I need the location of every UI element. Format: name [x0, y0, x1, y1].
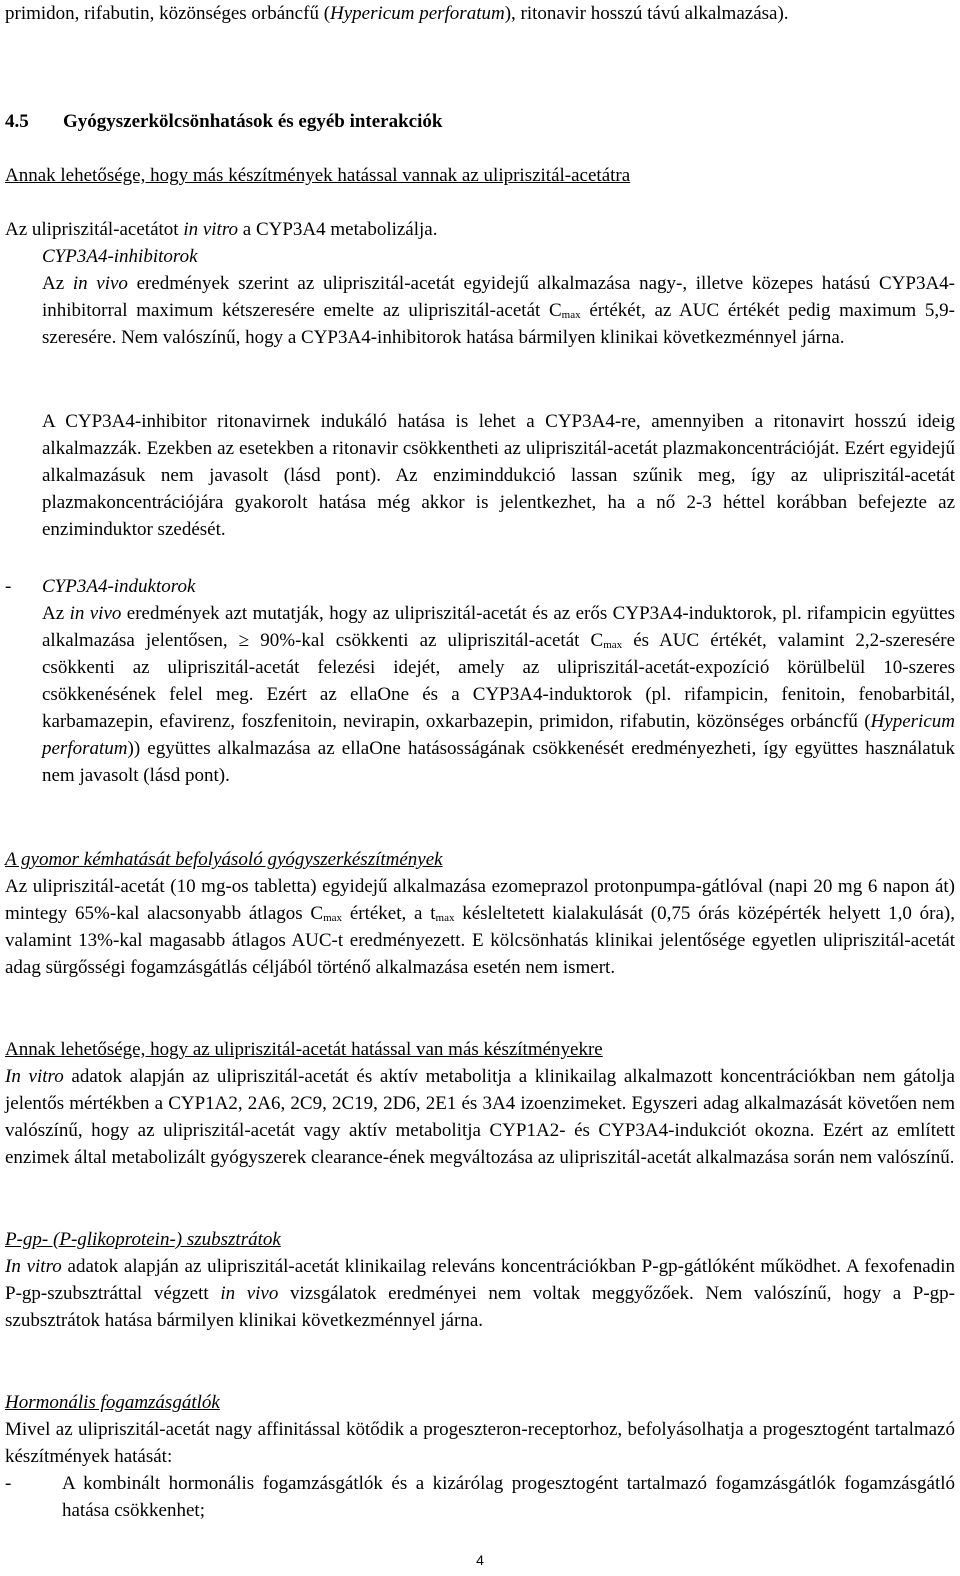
- subscript: max: [561, 309, 581, 321]
- text: értéket, a t: [342, 903, 436, 924]
- text: a CYP3A4 metabolizálja.: [238, 219, 438, 240]
- gastric-ph-title: [5, 846, 955, 873]
- text: Az ulipriszitál-acetát (10 mg-os tabletta) egyidejű alkalmazása ezomeprazol protonpumpa-gátlóval (napi 20 mg 6 napon át) mintegy 65%-kal alacsonyabb átlagos C: [5, 876, 955, 924]
- italic-text: in vivo: [72, 273, 128, 294]
- inductors-paragraph: [42, 600, 955, 789]
- italic-title: CYP3A4-induktorok: [42, 576, 196, 597]
- greater-equal-symbol: ≥: [238, 630, 250, 651]
- text: adatok alapján az ulipriszitál-acetát klinikailag releváns koncentrációkban P-gp-gátlóként működhet. A fexofenadin P-gp-szubsztráttal végzett: [5, 1256, 955, 1304]
- section-title: Gyógyszerkölcsönhatások és egyéb interakciók: [63, 111, 443, 132]
- text: késleltetett kialakulását (0,75 órás középérték helyett 1,0 óra), valamint 13%-kal magasabb átlagos AUC-t eredményezett. E kölcsönhatás klinikai jelentősége egyetlen ulipriszitál-acetát adag sürgősségi fogamzásgátlás céljából történő alkalmazása esetén nem ismert.: [5, 903, 955, 978]
- latin-name: Hypericum perforatum: [42, 711, 955, 759]
- italic-text: In vitro: [5, 1256, 62, 1277]
- section-heading: [5, 108, 955, 135]
- text: primidon, rifabutin, közönséges orbáncfű (: [5, 3, 331, 24]
- text: Mivel az ulipriszitál-acetát nagy affinitással kötődik a progeszteron-receptorhoz, befolyásolhatja a progesztogént tartalmazó készítmények hatását:: [5, 1419, 955, 1467]
- section-number: 4.5: [5, 111, 29, 132]
- page-number: 4: [476, 1552, 484, 1568]
- text: )) együttes alkalmazása az ellaOne hatásosságának csökkenését eredményezheti, így együttes használatuk nem javasolt (lásd pont).: [42, 738, 955, 786]
- italic-underlined-title: A gyomor kémhatását befolyásoló gyógyszerkészítmények: [5, 849, 443, 870]
- dash-bullet: -: [5, 576, 12, 597]
- subheading-effect-on-others: [5, 1036, 955, 1063]
- text: eredmények azt mutatják, hogy az ulipriszitál-acetát és az erős CYP3A4-induktorok, pl. rifampicin együttes alkalmazása jelentősen,: [42, 603, 955, 651]
- text: Az: [42, 273, 73, 294]
- text: vizsgálatok eredményei nem voltak meggyőzőek. Nem valószínű, hogy a P-gp-szubsztrátok hatása bármilyen klinikai következménnyel járna.: [5, 1283, 955, 1331]
- text: Az ulipriszitál-acetátot: [5, 219, 184, 240]
- text: A kombinált hormonális fogamzásgátlók és a kizárólag progesztogént tartalmazó fogamzásgátlók fogamzásgátló hatása csökkenhet;: [62, 1473, 955, 1521]
- italic-text: in vitro: [183, 219, 239, 240]
- hormonal-paragraph: [5, 1416, 955, 1470]
- inhibitors-title: [42, 243, 955, 270]
- hormonal-bullet-item: [62, 1470, 955, 1524]
- dash-bullet: -: [5, 1473, 12, 1494]
- text: és AUC értékét, valamint 2,2-szeresére csökkenti az ulipriszitál-acetát felezési idejét, amely az ulipriszitál-acetát-expozíció körülbelül 10-szeres csökkenésének felel meg. Ezért az ellaOne és a CYP3A4-induktorok (pl. rifampicin, fenitoin, fenobarbitál, karbamazepin, efavirenz, foszfenitoin, nevirapin, oxkarbazepin, primidon, rifabutin, közönséges orbáncfű (: [42, 630, 956, 732]
- subheading-text: Annak lehetősége, hogy az ulipriszitál-acetát hatással van más készítményekre: [5, 1039, 603, 1060]
- italic-text: In vitro: [5, 1066, 64, 1087]
- pgp-title: [5, 1226, 955, 1253]
- subheading-other-products: [5, 162, 955, 189]
- subscript: max: [323, 912, 343, 924]
- text: ), ritonavir hosszú távú alkalmazása).: [504, 3, 789, 24]
- italic-underlined-title: P-gp- (P-glikoprotein-) szubsztrátok: [5, 1229, 281, 1250]
- paragraph-top: [5, 0, 955, 27]
- italic-text: in vivo: [69, 603, 122, 624]
- inhibitors-paragraph-2: [42, 408, 955, 543]
- italic-underlined-title: Hormonális fogamzásgátlók: [5, 1392, 220, 1413]
- inhibitors-paragraph-1: [42, 270, 955, 351]
- text: értékét, az AUC értékét pedig maximum 5,9-szeresére. Nem valószínű, hogy a CYP3A4-inhibitorok hatása bármilyen klinikai következménnyel járna.: [42, 300, 955, 348]
- subscript: max: [435, 912, 455, 924]
- pgp-paragraph: [5, 1253, 955, 1334]
- italic-text: in vivo: [220, 1283, 279, 1304]
- effect-on-others-paragraph: [5, 1063, 955, 1171]
- text: adatok alapján az ulipriszitál-acetát és aktív metabolitja a klinikailag alkalmazott koncentrációkban nem gátolja jelentős mértékben a CYP1A2, 2A6, 2C9, 2C19, 2D6, 2E1 és 3A4 izoenzimeket. Egyszeri adag alkalmazását követően nem valószínű, hogy az ulipriszitál-acetát vagy aktív metabolitja CYP1A2- és CYP3A4-indukciót okozna. Ezért az említett enzimek által metabolizált gyógyszerek clearance-ének megváltozása az ulipriszitál-acetát alkalmazása során nem valószínű.: [5, 1066, 955, 1168]
- text: eredmények szerint az ulipriszitál-acetát egyidejű alkalmazása nagy-, illetve közepes hatású CYP3A4-inhibitorral maximum kétszeresére emelte az ulipriszitál-acetát C: [42, 273, 955, 321]
- gastric-ph-paragraph: [5, 873, 955, 981]
- inductors-title: [42, 573, 955, 600]
- latin-name: Hypericum perforatum: [330, 3, 505, 24]
- text: Az: [42, 603, 70, 624]
- text: 90%-kal csökkenti az ulipriszitál-acetát C: [249, 630, 604, 651]
- hormonal-title: [5, 1389, 955, 1416]
- text: A CYP3A4-inhibitor ritonavirnek indukáló hatása is lehet a CYP3A4-re, amennyiben a ritonavirt hosszú ideig alkalmazzák. Ezekben az esetekben a ritonavir csökkentheti az ulipriszitál-acetát plazmakoncentrációját. Ezért egyidejű alkalmazásuk nem javasolt (lásd pont). Az enziminddukció lassan szűnik meg, így az ulipriszitál-acetát plazmakoncentrációjára gyakorolt hatása még akkor is jelentkezhet, ha a nő 2-3 héttel korábban befejezte az enziminduktor szedését.: [42, 411, 955, 540]
- subscript: max: [603, 639, 623, 651]
- subheading-text: Annak lehetősége, hogy más készítmények hatással vannak az ulipriszitál-acetátra: [5, 165, 631, 186]
- italic-title: CYP3A4-inhibitorok: [42, 246, 198, 267]
- paragraph-metabolism: [5, 216, 955, 243]
